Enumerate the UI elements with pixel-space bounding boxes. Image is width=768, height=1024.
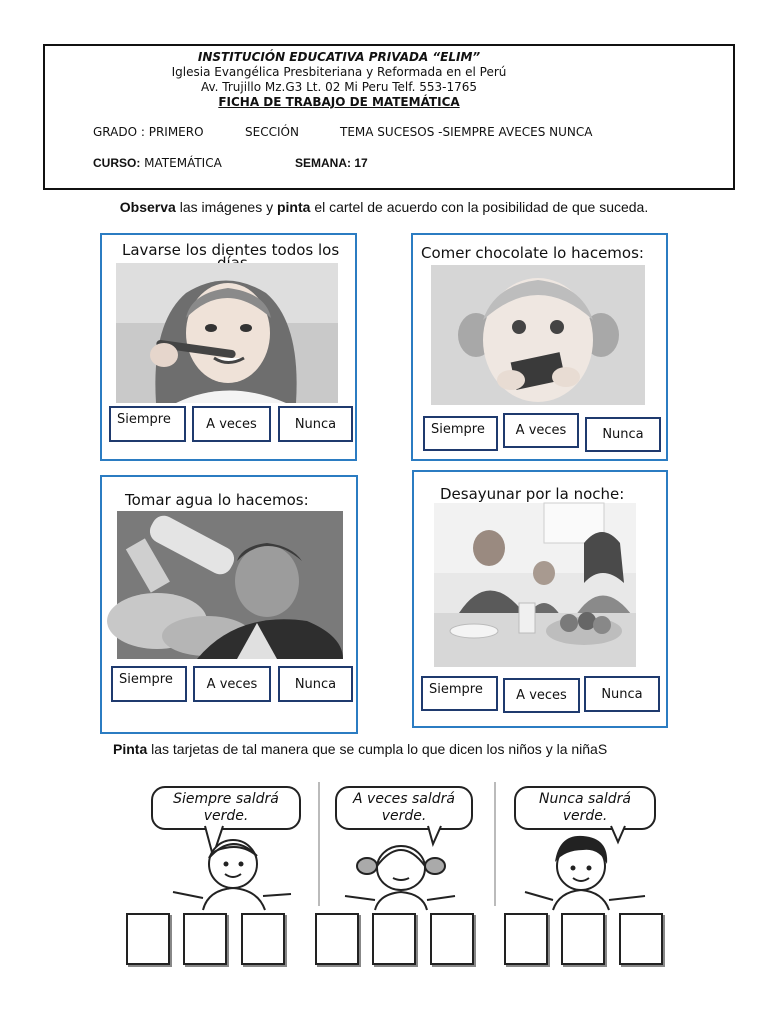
answer-card[interactable] bbox=[372, 913, 416, 965]
option-label: Nunca bbox=[294, 676, 337, 692]
instruction-observe bbox=[0, 199, 768, 215]
option-nunca[interactable] bbox=[585, 417, 661, 452]
card-eat-chocolate bbox=[411, 233, 668, 461]
instruction-text-a: las imágenes y bbox=[175, 199, 277, 215]
instruction-bold-observa: Observa bbox=[119, 199, 176, 215]
bubble-line: verde. bbox=[381, 808, 427, 824]
option-nunca[interactable] bbox=[278, 666, 353, 702]
option-label: Siempre bbox=[431, 422, 485, 437]
instruction-text-b: el cartel de acuerdo con la posibilidad de que suceda. bbox=[310, 199, 649, 215]
kids-illustration bbox=[113, 826, 671, 910]
option-label: Nunca bbox=[601, 686, 643, 702]
bubble-line: A veces saldrá bbox=[353, 791, 455, 807]
option-siempre[interactable] bbox=[109, 406, 186, 442]
option-label: A veces bbox=[515, 423, 567, 438]
worksheet-title: FICHA DE TRABAJO DE MATEMÁTICA bbox=[218, 95, 460, 109]
answer-card[interactable] bbox=[183, 913, 227, 965]
answer-card[interactable] bbox=[619, 913, 663, 965]
school-address: Av. Trujillo Mz.G3 Lt. 02 Mi Peru Telf. 553-1765 bbox=[200, 80, 478, 94]
bubble-line: Siempre saldrá bbox=[173, 791, 279, 807]
answer-card[interactable] bbox=[241, 913, 285, 965]
instruction-text: las tarjetas de tal manera que se cumpla lo que dicen los niños y la niñaS bbox=[147, 741, 608, 757]
card-drink-water bbox=[100, 475, 358, 734]
card-title: Desayunar por la noche: bbox=[440, 485, 625, 503]
header-box bbox=[43, 44, 735, 190]
speech-bubble-nunca bbox=[514, 786, 656, 830]
option-label: Nunca bbox=[602, 427, 644, 442]
option-siempre[interactable] bbox=[421, 676, 498, 711]
section-field: SECCIÓN bbox=[245, 125, 299, 139]
option-label: Siempre bbox=[117, 412, 171, 427]
photo-boy-drinking bbox=[117, 511, 343, 659]
answer-card[interactable] bbox=[315, 913, 359, 965]
card-brush-teeth bbox=[100, 233, 357, 461]
card-title: Comer chocolate lo hacemos: bbox=[421, 244, 644, 262]
photo-family-breakfast bbox=[434, 503, 636, 667]
instruction-paint-cards bbox=[113, 741, 607, 757]
option-a-veces[interactable] bbox=[192, 406, 271, 442]
option-siempre[interactable] bbox=[111, 666, 187, 702]
card-title: Tomar agua lo hacemos: bbox=[125, 491, 309, 509]
speech-bubble-a-veces bbox=[335, 786, 473, 830]
school-name: INSTITUCIÓN EDUCATIVA PRIVADA “ELIM” bbox=[197, 50, 481, 64]
option-label: Siempre bbox=[429, 682, 483, 697]
answer-card[interactable] bbox=[561, 913, 605, 965]
option-a-veces[interactable] bbox=[503, 678, 580, 713]
option-siempre[interactable] bbox=[423, 416, 498, 451]
answer-card[interactable] bbox=[126, 913, 170, 965]
bubble-line: verde. bbox=[562, 808, 608, 824]
option-label: A veces bbox=[206, 676, 258, 692]
bubble-line: Nunca saldrá bbox=[539, 791, 631, 807]
option-label: Nunca bbox=[294, 416, 337, 432]
option-label: A veces bbox=[516, 688, 567, 703]
course-field bbox=[93, 156, 222, 170]
instruction-bold-pinta: pinta bbox=[276, 199, 311, 215]
course-label: CURSO: bbox=[93, 156, 141, 170]
topic-field: TEMA SUCESOS -SIEMPRE AVECES NUNCA bbox=[340, 125, 593, 139]
answer-card[interactable] bbox=[430, 913, 474, 965]
speech-bubble-siempre bbox=[151, 786, 301, 830]
option-a-veces[interactable] bbox=[193, 666, 271, 702]
church-name: Iglesia Evangélica Presbiteriana y Reformada en el Perú bbox=[171, 65, 507, 79]
photo-girl-brushing bbox=[116, 263, 338, 403]
instruction-bold-pinta: Pinta bbox=[113, 741, 148, 757]
photo-child-chocolate bbox=[431, 265, 645, 405]
card-title: Lavarse los dientes todos los bbox=[122, 241, 340, 259]
answer-card[interactable] bbox=[504, 913, 548, 965]
option-label: Siempre bbox=[119, 672, 173, 687]
option-label: A veces bbox=[206, 416, 257, 432]
bubble-line: verde. bbox=[203, 808, 249, 824]
grade-field: GRADO : PRIMERO bbox=[93, 125, 204, 139]
option-a-veces[interactable] bbox=[503, 413, 579, 448]
card-breakfast-night bbox=[412, 470, 668, 728]
week-field: SEMANA: 17 bbox=[295, 156, 368, 170]
option-nunca[interactable] bbox=[584, 676, 660, 712]
option-nunca[interactable] bbox=[278, 406, 353, 442]
course-value: MATEMÁTICA bbox=[144, 156, 222, 170]
